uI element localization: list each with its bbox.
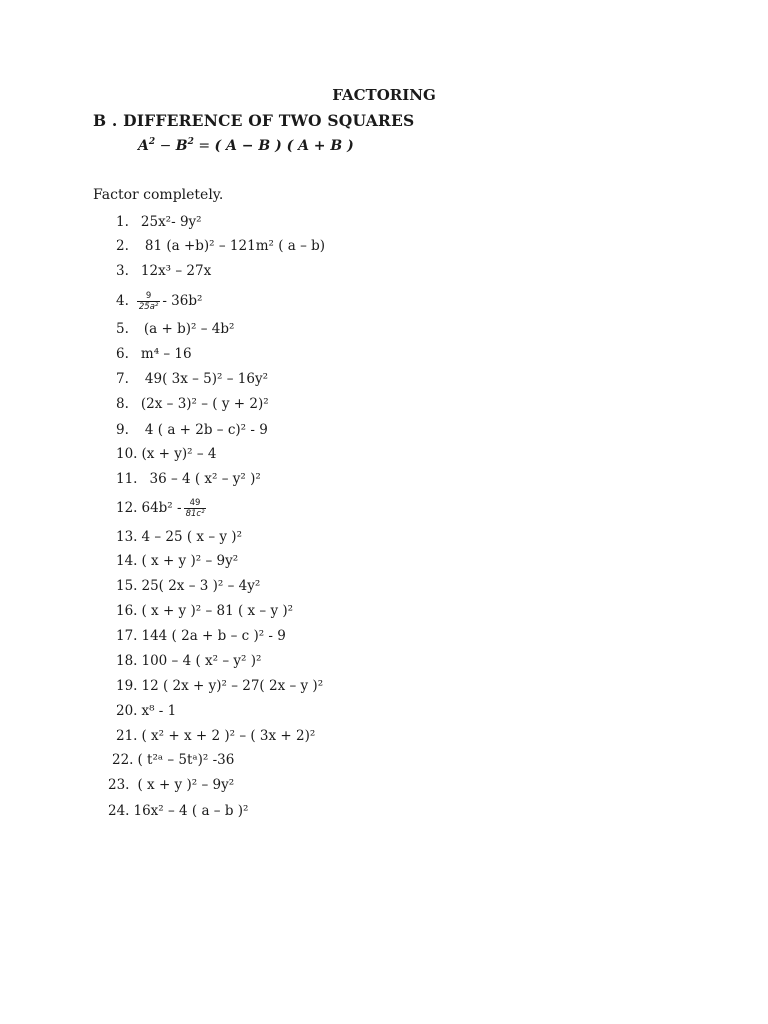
- formula-a: A: [138, 138, 149, 154]
- problem-item: [116, 577, 260, 595]
- difference-of-squares-formula: [138, 137, 354, 154]
- problem-expression: 25( 2x – 3 )² – 4y²: [141, 578, 261, 594]
- fraction-numerator: 49: [184, 498, 207, 509]
- problem-expression: ( x + y )² – 81 ( x – y )²: [141, 603, 294, 619]
- problem-number: 8.: [116, 396, 129, 412]
- problem-number: 17.: [116, 628, 138, 644]
- problem-number: 18.: [116, 653, 138, 669]
- problem-number: 16.: [116, 603, 138, 619]
- problem-expression: 144 ( 2a + b – c )² - 9: [141, 628, 286, 644]
- problem-number: 2.: [116, 238, 129, 254]
- problem-item: [116, 528, 242, 546]
- problem-item: [116, 320, 234, 338]
- problem-item: [112, 751, 234, 769]
- problem-item: [116, 445, 217, 463]
- problem-number: 21.: [116, 728, 138, 744]
- problem-number: 11.: [116, 471, 138, 487]
- problem-expression: 12 ( 2x + y)² – 27( 2x – y )²: [141, 678, 324, 694]
- problem-expression: ( x + y )² – 9y²: [137, 777, 235, 793]
- problem-number: 1.: [116, 214, 129, 230]
- problem-expression: 49( 3x – 5)² – 16y²: [144, 371, 268, 387]
- formula-b: B: [175, 138, 188, 154]
- title-text: FACTORING: [332, 86, 436, 104]
- problem-number: 13.: [116, 529, 138, 545]
- fraction-denominator: 25a²: [138, 302, 159, 312]
- problem-number: 15.: [116, 578, 138, 594]
- instruction-text: Factor completely.: [93, 187, 224, 203]
- section-heading: B . DIFFERENCE OF TWO SQUARES: [93, 111, 415, 130]
- fraction: [137, 291, 160, 312]
- problem-number: 12.: [116, 500, 138, 516]
- problem-number: 5.: [116, 321, 129, 337]
- problem-item: [116, 345, 192, 363]
- formula-exp-a: 2: [148, 137, 156, 147]
- formula-minus: −: [159, 138, 172, 154]
- problem-number: 3.: [116, 263, 129, 279]
- problem-expression: 12x³ – 27x: [140, 263, 212, 279]
- problem-item: [116, 627, 286, 645]
- problem-expression: 4 – 25 ( x – y )²: [141, 529, 242, 545]
- formula-rhs: ( A − B ) ( A + B ): [214, 138, 354, 154]
- problem-item: [116, 498, 208, 519]
- problem-expression: m⁴ – 16: [140, 346, 192, 362]
- problem-expression: (x + y)² – 4: [141, 446, 217, 462]
- problem-number: 20.: [116, 703, 138, 719]
- problem-number: 22.: [112, 752, 134, 768]
- problem-item: [116, 395, 269, 413]
- problem-expression: x⁸ - 1: [141, 703, 177, 719]
- fraction-numerator: 9: [137, 291, 160, 302]
- problem-item: [116, 602, 293, 620]
- problem-number: 9.: [116, 422, 129, 438]
- problem-item: [116, 213, 202, 231]
- problem-number: 4.: [116, 293, 129, 309]
- problem-expression: 100 – 4 ( x² – y² )²: [141, 653, 262, 669]
- fraction-denominator: 81c²: [185, 509, 205, 519]
- problem-expression: 36 – 4 ( x² – y² )²: [149, 471, 261, 487]
- problem-expression: ( x² + x + 2 )² – ( 3x + 2)²: [141, 728, 316, 744]
- problem-expression: ( t²ᵃ – 5tᵃ)² -36: [137, 752, 235, 768]
- problem-number: 23.: [108, 777, 130, 793]
- problem-item: [116, 262, 211, 280]
- problem-number: 24.: [108, 803, 130, 819]
- problem-number: 6.: [116, 346, 129, 362]
- problem-item: [116, 552, 238, 570]
- problem-expression: 81 (a +b)² – 121m² ( a – b): [144, 238, 326, 254]
- problem-item: [116, 237, 325, 255]
- problem-item: [116, 727, 315, 745]
- problem-expression: 16x² – 4 ( a – b )²: [133, 803, 249, 819]
- problem-item: [108, 776, 234, 794]
- document-title: [0, 86, 768, 104]
- problem-item: [116, 652, 261, 670]
- problem-expression: ( x + y )² – 9y²: [141, 553, 239, 569]
- fraction: [184, 498, 207, 519]
- problem-expression: 25x²- 9y²: [140, 214, 202, 230]
- problem-number: 7.: [116, 371, 129, 387]
- problem-item: [116, 421, 268, 439]
- problem-number: 10.: [116, 446, 138, 462]
- problem-expression: (a + b)² – 4b²: [143, 321, 235, 337]
- problem-number: 14.: [116, 553, 138, 569]
- problem-item: [116, 370, 268, 388]
- formula-equals: =: [198, 138, 211, 154]
- problem-expression: 64b² -: [141, 500, 182, 516]
- problem-expression: (2x – 3)² – ( y + 2)²: [140, 396, 269, 412]
- problem-expression: 4 ( a + 2b – c)² - 9: [144, 422, 268, 438]
- problem-expression: - 36b²: [162, 293, 203, 309]
- formula-exp-b: 2: [187, 137, 194, 147]
- problem-item: [116, 291, 203, 312]
- problem-item: [116, 702, 176, 720]
- problem-item: [116, 470, 261, 488]
- problem-item: [108, 802, 248, 820]
- problem-item: [116, 677, 323, 695]
- problem-number: 19.: [116, 678, 138, 694]
